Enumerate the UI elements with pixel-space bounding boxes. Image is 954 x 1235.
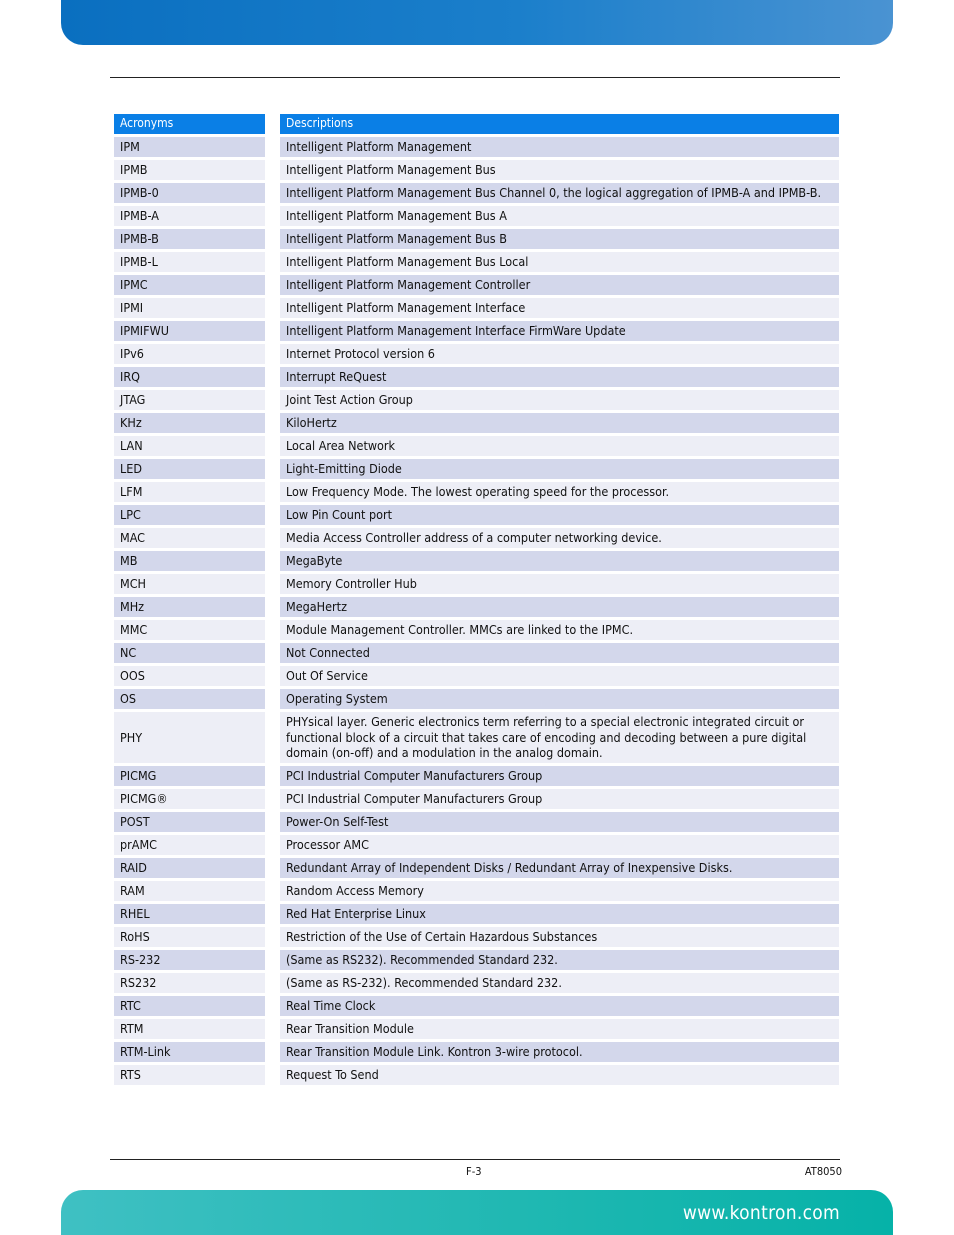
description-cell: Red Hat Enterprise Linux	[280, 904, 839, 924]
header-acronyms: Acronyms	[114, 114, 265, 134]
description-cell: MegaByte	[280, 551, 839, 571]
acronym-cell: RTM-Link	[114, 1042, 265, 1062]
acronym-cell: LAN	[114, 436, 265, 456]
description-cell: PCI Industrial Computer Manufacturers Group	[280, 789, 839, 809]
acronym-cell: RAID	[114, 858, 265, 878]
description-cell: Request To Send	[280, 1065, 839, 1085]
table-row	[114, 973, 839, 993]
top-banner	[61, 0, 893, 45]
table-row	[114, 1065, 839, 1085]
acronym-cell: PHY	[114, 712, 265, 763]
description-cell: Media Access Controller address of a computer networking device.	[280, 528, 839, 548]
acronym-cell: PICMG®	[114, 789, 265, 809]
description-cell: Out Of Service	[280, 666, 839, 686]
table-row	[114, 413, 839, 433]
table-row	[114, 712, 839, 763]
table-row	[114, 482, 839, 502]
description-cell: Internet Protocol version 6	[280, 344, 839, 364]
description-cell: MegaHertz	[280, 597, 839, 617]
acronym-cell: IPMB-B	[114, 229, 265, 249]
description-cell: Restriction of the Use of Certain Hazardous Substances	[280, 927, 839, 947]
acronym-cell: POST	[114, 812, 265, 832]
table-row	[114, 206, 839, 226]
acronym-cell: IPMB-L	[114, 252, 265, 272]
header-descriptions: Descriptions	[280, 114, 839, 134]
description-cell: Memory Controller Hub	[280, 574, 839, 594]
description-cell: Light-Emitting Diode	[280, 459, 839, 479]
acronym-cell: RAM	[114, 881, 265, 901]
acronym-cell: JTAG	[114, 390, 265, 410]
table-row	[114, 766, 839, 786]
bottom-banner	[61, 1190, 893, 1235]
table-row	[114, 390, 839, 410]
table-row	[114, 275, 839, 295]
description-cell: Module Management Controller. MMCs are linked to the IPMC.	[280, 620, 839, 640]
description-cell: Low Frequency Mode. The lowest operating speed for the processor.	[280, 482, 839, 502]
table-row	[114, 904, 839, 924]
table-row	[114, 620, 839, 640]
acronym-cell: LPC	[114, 505, 265, 525]
table-row	[114, 643, 839, 663]
description-cell: Intelligent Platform Management	[280, 137, 839, 157]
table-row	[114, 1019, 839, 1039]
acronym-cell: IPMC	[114, 275, 265, 295]
table-row	[114, 950, 839, 970]
description-cell: Intelligent Platform Management Controller	[280, 275, 839, 295]
description-cell: Intelligent Platform Management Bus Local	[280, 252, 839, 272]
description-cell: Interrupt ReQuest	[280, 367, 839, 387]
description-cell: Redundant Array of Independent Disks / Redundant Array of Inexpensive Disks.	[280, 858, 839, 878]
table-row	[114, 996, 839, 1016]
description-cell: Processor AMC	[280, 835, 839, 855]
description-cell: KiloHertz	[280, 413, 839, 433]
acronym-cell: LED	[114, 459, 265, 479]
acronym-cell: MB	[114, 551, 265, 571]
acronym-cell: NC	[114, 643, 265, 663]
table-row	[114, 344, 839, 364]
table-row	[114, 229, 839, 249]
acronym-cell: RS-232	[114, 950, 265, 970]
acronym-cell: MAC	[114, 528, 265, 548]
description-cell: Joint Test Action Group	[280, 390, 839, 410]
acronym-cell: RTM	[114, 1019, 265, 1039]
description-cell: Intelligent Platform Management Bus A	[280, 206, 839, 226]
acronym-cell: RHEL	[114, 904, 265, 924]
acronym-cell: RTS	[114, 1065, 265, 1085]
table-row	[114, 298, 839, 318]
document-id: AT8050	[804, 1165, 842, 1178]
table-row	[114, 835, 839, 855]
footer-rule	[110, 1159, 840, 1160]
header-rule	[110, 77, 840, 78]
table-body	[114, 137, 839, 1085]
description-cell: Intelligent Platform Management Interface FirmWare Update	[280, 321, 839, 341]
acronym-cell: IPMIFWU	[114, 321, 265, 341]
acronym-cell: IPM	[114, 137, 265, 157]
acronym-cell: IPv6	[114, 344, 265, 364]
acronym-cell: MHz	[114, 597, 265, 617]
table-row	[114, 551, 839, 571]
table-row	[114, 459, 839, 479]
description-cell: Random Access Memory	[280, 881, 839, 901]
acronym-cell: IRQ	[114, 367, 265, 387]
description-cell: Low Pin Count port	[280, 505, 839, 525]
description-cell: PHYsical layer. Generic electronics term referring to a special electronic integrated circuit or functional block of a circuit that takes care of encoding and decoding between a pure digital domain (on-off) and a modulation in the analog domain.	[280, 712, 839, 763]
table-row	[114, 137, 839, 157]
description-cell: Rear Transition Module	[280, 1019, 839, 1039]
table-row	[114, 858, 839, 878]
acronym-cell: MCH	[114, 574, 265, 594]
description-cell: (Same as RS232). Recommended Standard 232.	[280, 950, 839, 970]
description-cell: Intelligent Platform Management Bus	[280, 160, 839, 180]
description-cell: Local Area Network	[280, 436, 839, 456]
description-cell: Not Connected	[280, 643, 839, 663]
table-header-row	[114, 114, 839, 134]
description-cell: (Same as RS-232). Recommended Standard 232.	[280, 973, 839, 993]
table-row	[114, 1042, 839, 1062]
description-cell: PCI Industrial Computer Manufacturers Group	[280, 766, 839, 786]
acronym-cell: RS232	[114, 973, 265, 993]
table-row	[114, 436, 839, 456]
acronym-cell: RoHS	[114, 927, 265, 947]
table-row	[114, 666, 839, 686]
description-cell: Intelligent Platform Management Bus Channel 0, the logical aggregation of IPMB-A and IPMB-B.	[280, 183, 839, 203]
table-row	[114, 881, 839, 901]
acronym-cell: prAMC	[114, 835, 265, 855]
table-row	[114, 252, 839, 272]
acronym-cell: MMC	[114, 620, 265, 640]
description-cell: Intelligent Platform Management Bus B	[280, 229, 839, 249]
website-link[interactable]: www.kontron.com	[682, 1202, 840, 1224]
acronym-cell: PICMG	[114, 766, 265, 786]
table-row	[114, 528, 839, 548]
acronym-cell: OS	[114, 689, 265, 709]
description-cell: Rear Transition Module Link. Kontron 3-wire protocol.	[280, 1042, 839, 1062]
acronym-cell: OOS	[114, 666, 265, 686]
acronym-cell: RTC	[114, 996, 265, 1016]
page-number: F-3	[466, 1165, 482, 1178]
description-cell: Intelligent Platform Management Interface	[280, 298, 839, 318]
table-row	[114, 812, 839, 832]
description-cell: Operating System	[280, 689, 839, 709]
description-cell: Power-On Self-Test	[280, 812, 839, 832]
table-row	[114, 689, 839, 709]
table-row	[114, 505, 839, 525]
acronyms-table	[114, 114, 839, 1088]
table-row	[114, 367, 839, 387]
acronym-cell: IPMB-A	[114, 206, 265, 226]
acronym-cell: KHz	[114, 413, 265, 433]
table-row	[114, 927, 839, 947]
table-row	[114, 160, 839, 180]
table-row	[114, 574, 839, 594]
table-row	[114, 597, 839, 617]
acronym-cell: IPMB	[114, 160, 265, 180]
acronym-cell: LFM	[114, 482, 265, 502]
table-row	[114, 183, 839, 203]
acronym-cell: IPMB-0	[114, 183, 265, 203]
acronym-cell: IPMI	[114, 298, 265, 318]
table-row	[114, 321, 839, 341]
table-row	[114, 789, 839, 809]
description-cell: Real Time Clock	[280, 996, 839, 1016]
